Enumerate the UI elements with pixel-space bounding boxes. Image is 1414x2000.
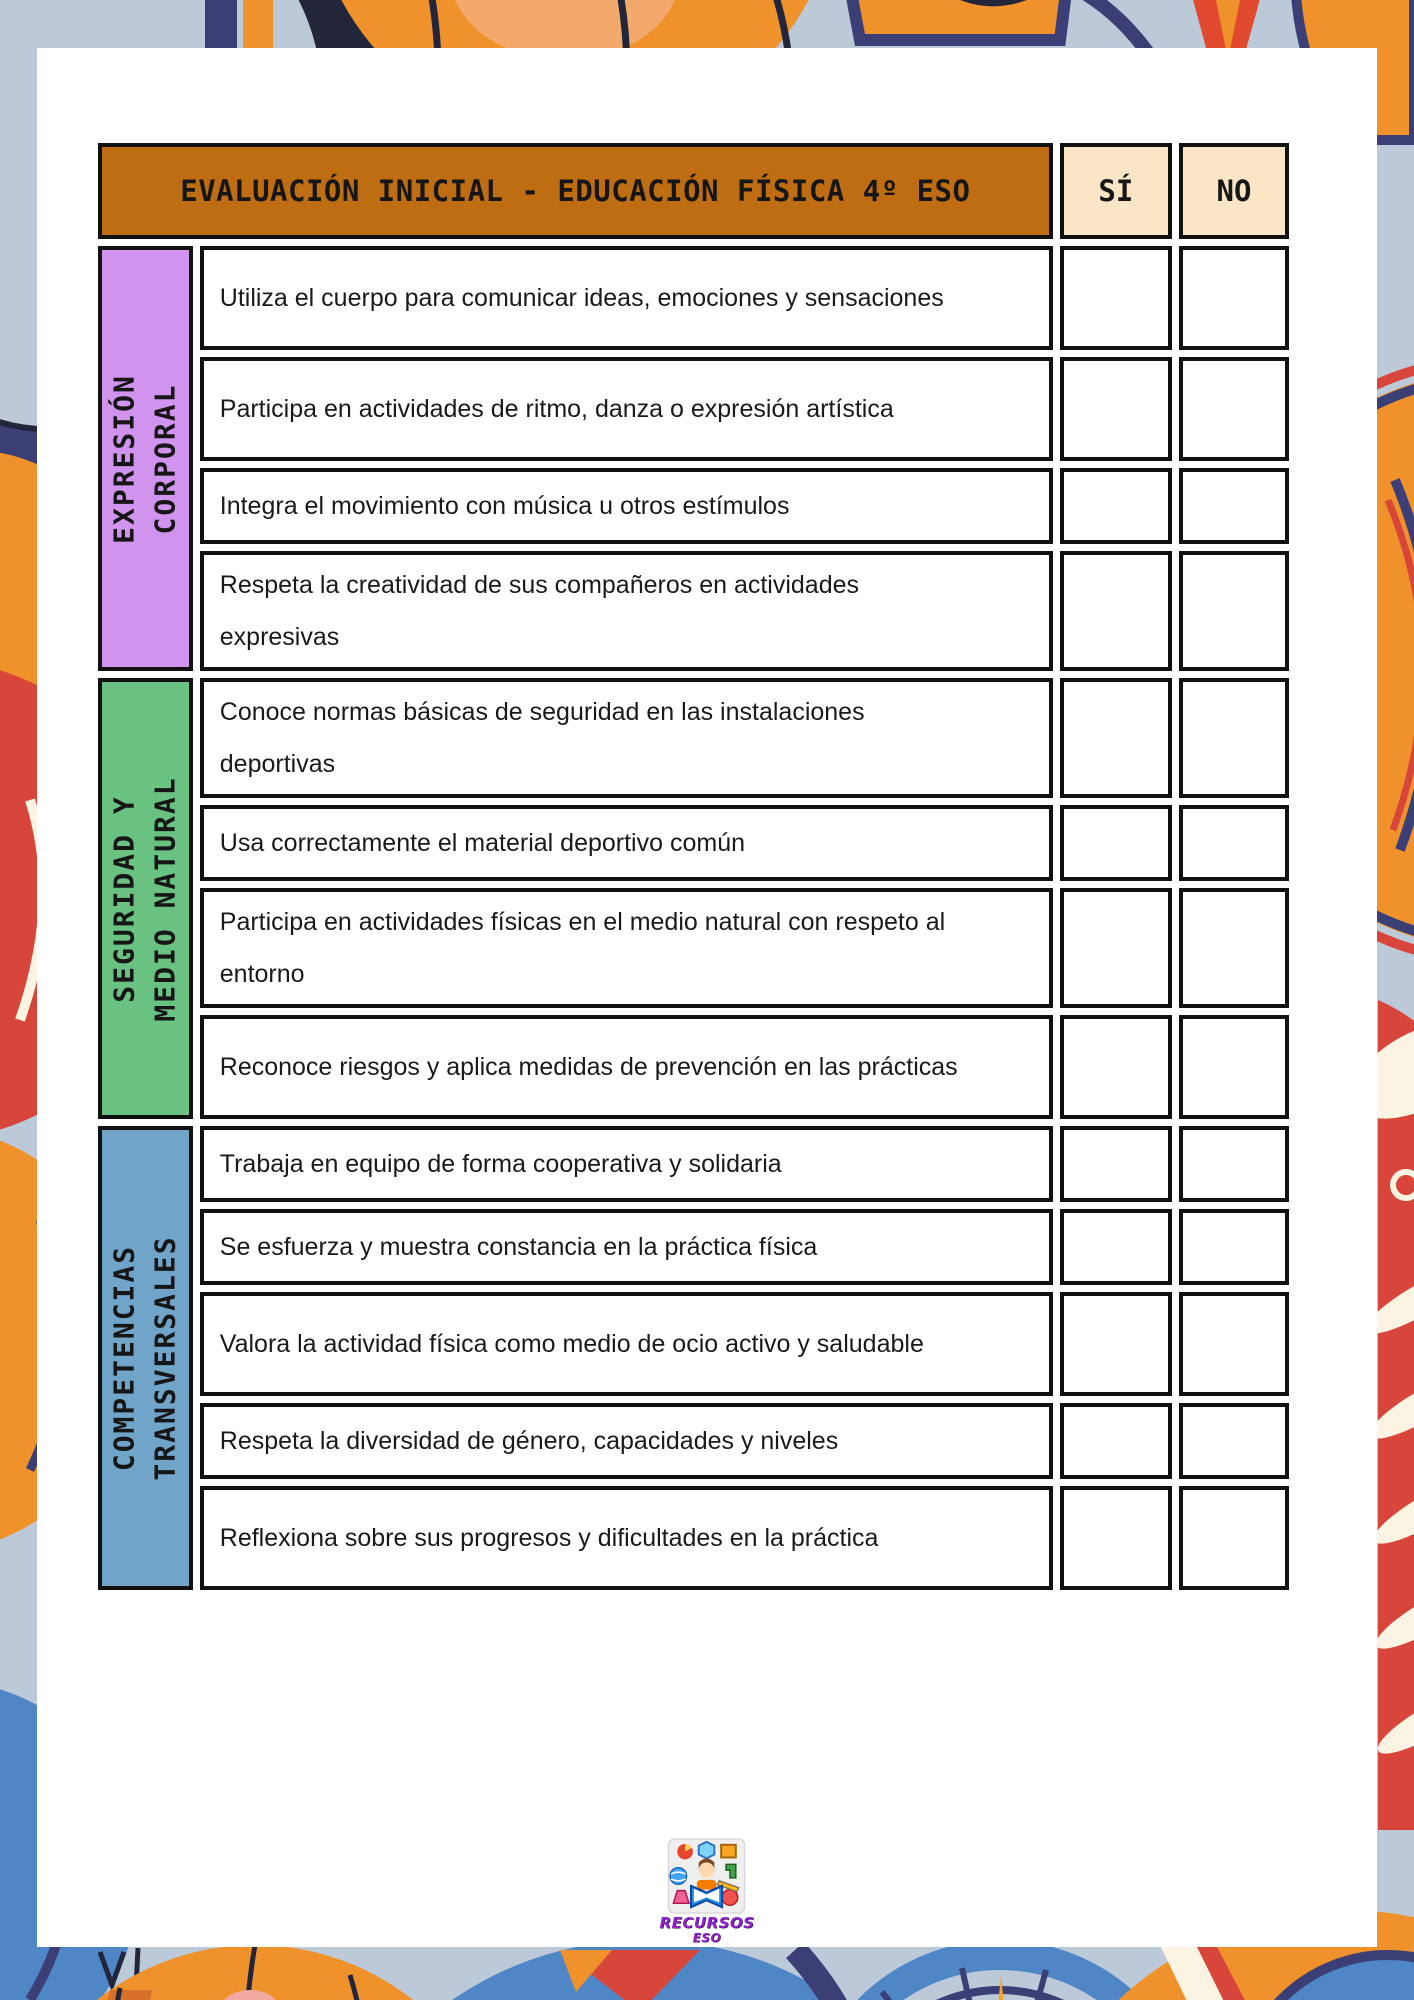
answer-cell-si[interactable] bbox=[1060, 551, 1172, 671]
criterion-row bbox=[98, 551, 1289, 671]
section-label-seguridad-medio-natural bbox=[98, 678, 193, 1119]
answer-cell-no[interactable] bbox=[1179, 1292, 1289, 1396]
table-title: EVALUACIÓN INICIAL - EDUCACIÓN FÍSICA 4º ESO bbox=[98, 143, 1053, 239]
worksheet-page bbox=[37, 48, 1377, 1947]
criterion-text: Se esfuerza y muestra constancia en la práctica física bbox=[200, 1209, 1053, 1285]
header-row bbox=[98, 143, 1289, 239]
answer-cell-no[interactable] bbox=[1179, 551, 1289, 671]
logo-image bbox=[666, 1837, 748, 1915]
section-label-text: EXPRESIÓN CORPORAL bbox=[107, 373, 182, 544]
section-label-text: COMPETENCIAS TRANSVERSALES bbox=[107, 1235, 182, 1481]
answer-cell-si[interactable] bbox=[1060, 1209, 1172, 1285]
criterion-text: Valora la actividad física como medio de ocio activo y saludable bbox=[200, 1292, 1053, 1396]
answer-cell-no[interactable] bbox=[1179, 357, 1289, 461]
logo-text-line2: ESO bbox=[692, 1930, 722, 1945]
column-header-no: NO bbox=[1179, 143, 1289, 239]
criterion-row bbox=[98, 1126, 1289, 1202]
criterion-row bbox=[98, 1486, 1289, 1590]
answer-cell-si[interactable] bbox=[1060, 805, 1172, 881]
criterion-text: Participa en actividades de ritmo, danza o expresión artística bbox=[200, 357, 1053, 461]
criterion-row bbox=[98, 888, 1289, 1008]
answer-cell-si[interactable] bbox=[1060, 1015, 1172, 1119]
criterion-row bbox=[98, 246, 1289, 350]
answer-cell-no[interactable] bbox=[1179, 1486, 1289, 1590]
criterion-text: Usa correctamente el material deportivo común bbox=[200, 805, 1053, 881]
criterion-text: Conoce normas básicas de seguridad en las instalaciones deportivas bbox=[200, 678, 1053, 798]
answer-cell-no[interactable] bbox=[1179, 1126, 1289, 1202]
criterion-text: Integra el movimiento con música u otros estímulos bbox=[200, 468, 1053, 544]
criterion-text: Utiliza el cuerpo para comunicar ideas, emociones y sensaciones bbox=[200, 246, 1053, 350]
column-header-si: SÍ bbox=[1060, 143, 1172, 239]
answer-cell-no[interactable] bbox=[1179, 888, 1289, 1008]
criterion-text: Participa en actividades físicas en el medio natural con respeto al entorno bbox=[200, 888, 1053, 1008]
answer-cell-si[interactable] bbox=[1060, 246, 1172, 350]
criterion-row bbox=[98, 1403, 1289, 1479]
criterion-row bbox=[98, 1292, 1289, 1396]
criterion-text: Reconoce riesgos y aplica medidas de prevención en las prácticas bbox=[200, 1015, 1053, 1119]
answer-cell-no[interactable] bbox=[1179, 246, 1289, 350]
recursos-eso-logo bbox=[660, 1837, 755, 1945]
criterion-text: Reflexiona sobre sus progresos y dificultades en la práctica bbox=[200, 1486, 1053, 1590]
answer-cell-si[interactable] bbox=[1060, 357, 1172, 461]
answer-cell-si[interactable] bbox=[1060, 468, 1172, 544]
criterion-text: Respeta la diversidad de género, capacidades y niveles bbox=[200, 1403, 1053, 1479]
answer-cell-si[interactable] bbox=[1060, 1403, 1172, 1479]
answer-cell-si[interactable] bbox=[1060, 678, 1172, 798]
section-label-competencias-transversales bbox=[98, 1126, 193, 1590]
answer-cell-si[interactable] bbox=[1060, 1486, 1172, 1590]
answer-cell-si[interactable] bbox=[1060, 1292, 1172, 1396]
answer-cell-no[interactable] bbox=[1179, 805, 1289, 881]
answer-cell-no[interactable] bbox=[1179, 1403, 1289, 1479]
criterion-text: Trabaja en equipo de forma cooperativa y solidaria bbox=[200, 1126, 1053, 1202]
section-label-expresion-corporal bbox=[98, 246, 193, 671]
criterion-row bbox=[98, 805, 1289, 881]
answer-cell-si[interactable] bbox=[1060, 1126, 1172, 1202]
answer-cell-no[interactable] bbox=[1179, 1015, 1289, 1119]
criterion-row bbox=[98, 468, 1289, 544]
criterion-text: Respeta la creatividad de sus compañeros en actividades expresivas bbox=[200, 551, 1053, 671]
section-label-text: SEGURIDAD Y MEDIO NATURAL bbox=[107, 775, 182, 1022]
answer-cell-si[interactable] bbox=[1060, 888, 1172, 1008]
evaluation-table bbox=[91, 136, 1296, 1597]
answer-cell-no[interactable] bbox=[1179, 1209, 1289, 1285]
criterion-row bbox=[98, 1209, 1289, 1285]
criterion-row bbox=[98, 1015, 1289, 1119]
criterion-row bbox=[98, 678, 1289, 798]
answer-cell-no[interactable] bbox=[1179, 678, 1289, 798]
logo-text-line1: RECURSOS bbox=[659, 1913, 755, 1932]
criterion-row bbox=[98, 357, 1289, 461]
answer-cell-no[interactable] bbox=[1179, 468, 1289, 544]
